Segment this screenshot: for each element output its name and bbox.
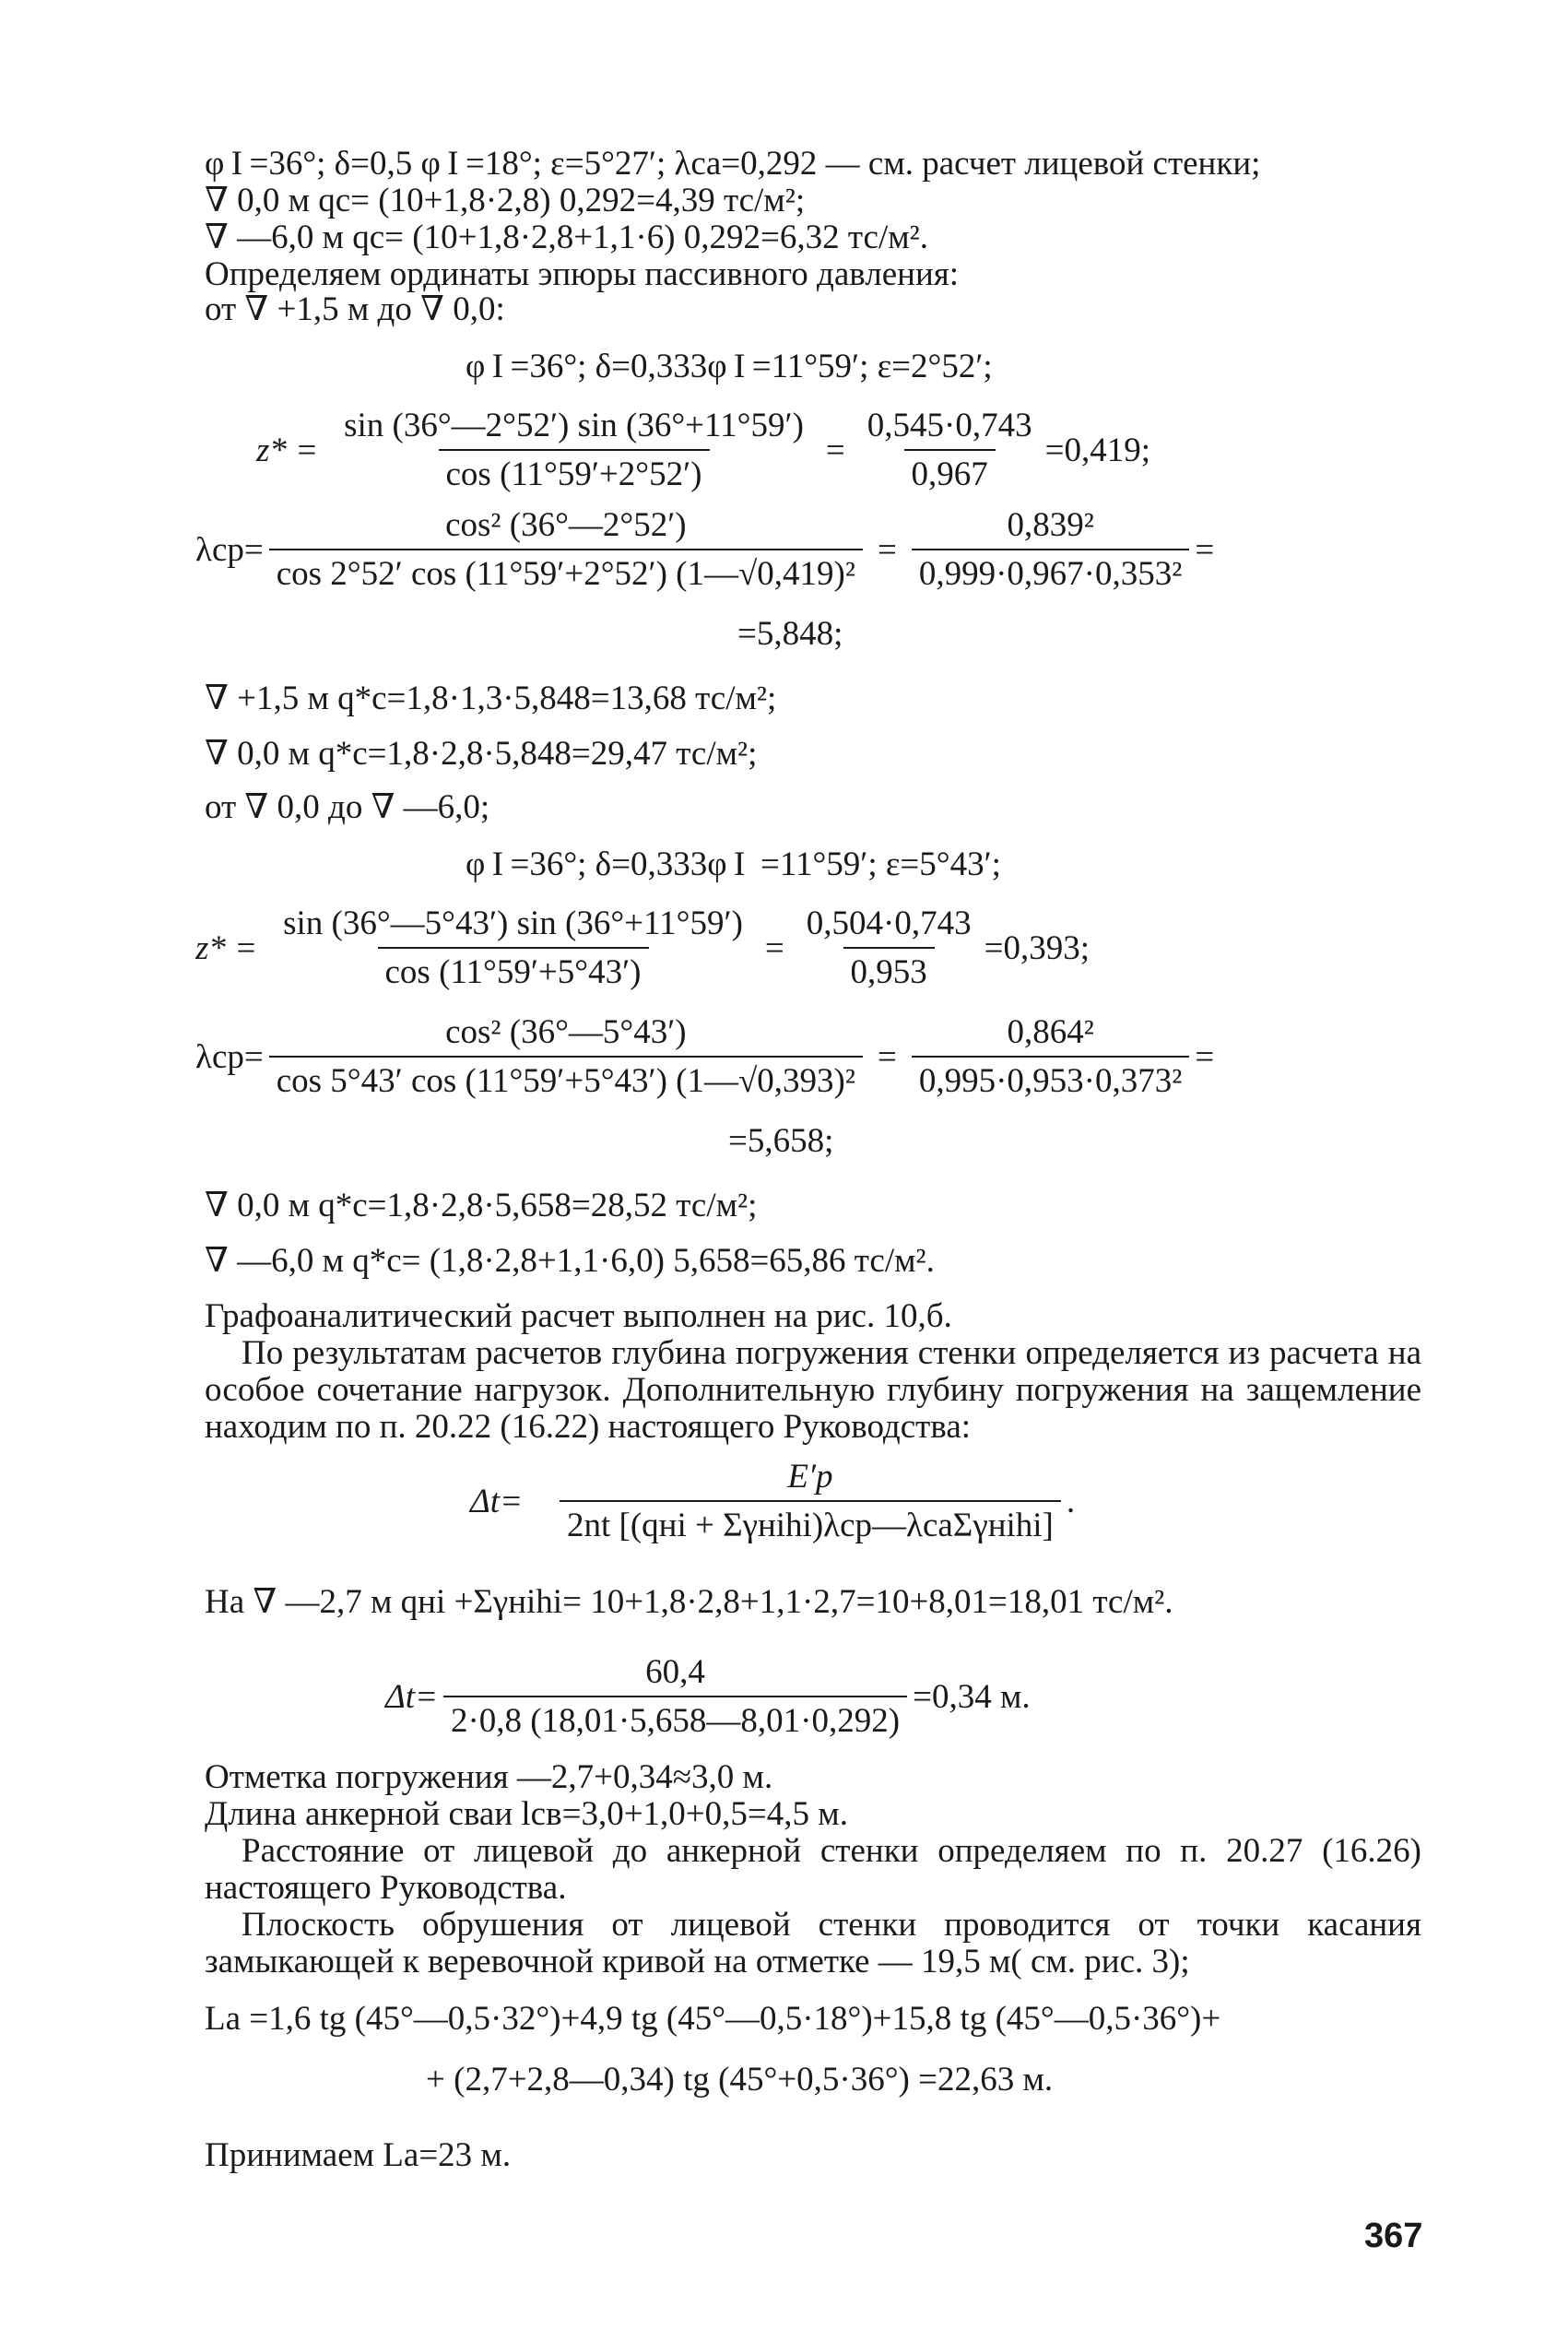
equation-lhs: Δt=	[385, 1677, 438, 1716]
paragraph: Плоскость обрушения от лицевой стенки проводится от точки касания замыкающей к веревочной кривой на отметке — 19,5 м( см. рис. 3);	[205, 1906, 1421, 1980]
text-line: Отметка погружения —2,7+0,34≈3,0 м.	[205, 1758, 773, 1796]
formula-line: + (2,7+2,8—0,34) tg (45°+0,5·36°) =22,63 м.	[426, 2061, 1054, 2099]
equation-z-star-1	[256, 406, 1150, 494]
fraction	[269, 505, 863, 594]
text-line: φ I =36°; δ=0,5 φ I =18°; ε=5°27′; λca=0,292 — см. расчет лицевой стенки;	[205, 145, 1261, 183]
text-line: ∇ —6,0 м q*c= (1,8·2,8+1,1·6,0) 5,658=65,86 тс/м².	[205, 1242, 935, 1280]
equation-rhs: =	[1195, 1037, 1215, 1076]
equation-rhs: =	[1195, 530, 1215, 569]
denominator: cos 2°52′ cos (11°59′+2°52′) (1—√0,419)²	[269, 549, 863, 594]
equation-lhs: Δt=	[470, 1482, 523, 1520]
fraction	[269, 1012, 863, 1101]
text-line: ∇ 0,0 м qc= (10+1,8·2,8) 0,292=4,39 тс/м²;	[205, 182, 806, 219]
equation-lhs: z* =	[256, 431, 319, 469]
numerator: cos² (36°—5°43′)	[445, 1013, 687, 1051]
text-line: ∇ 0,0 м q*c=1,8·2,8·5,658=28,52 тс/м²;	[205, 1187, 758, 1224]
text-line: от ∇ +1,5 м до ∇ 0,0:	[205, 290, 505, 328]
text-line: от ∇ 0,0 до ∇ —6,0;	[205, 788, 490, 826]
numerator: 60,4	[645, 1653, 705, 1691]
fraction	[860, 406, 1040, 494]
equation-rhs: .	[1066, 1482, 1076, 1520]
text-line: Определяем ординаты эпюры пассивного давления:	[205, 255, 960, 293]
equation-lhs: λcp=	[195, 530, 264, 569]
numerator: 0,864²	[1007, 1013, 1094, 1051]
text-line: ∇ —6,0 м qc= (10+1,8·2,8+1,1·6) 0,292=6,32 тс/м².	[205, 219, 929, 256]
paragraph: По результатам расчетов глубина погружения стенки определяется из расчета на особое сочетание нагрузок. Дополнительную глубину погружения на защемление находим по п. 20.22 (16.22) настоящего Руководства:	[205, 1334, 1421, 1446]
fraction	[912, 1012, 1190, 1101]
page-number: 367	[1364, 2217, 1423, 2255]
denominator: cos (11°59′+2°52′)	[439, 449, 710, 494]
equation-delta-t-numeric	[385, 1652, 1031, 1741]
fraction	[443, 1652, 907, 1741]
text-line: Графоаналитический расчет выполнен на рис. 10,б.	[205, 1297, 952, 1335]
equation-lhs: z* =	[195, 928, 258, 967]
denominator: 0,995·0,953·0,373²	[912, 1056, 1190, 1101]
numerator: 0,504·0,743	[806, 904, 972, 942]
numerator: cos² (36°—2°52′)	[445, 506, 687, 544]
equals-sign: =	[825, 431, 845, 469]
text-line: На ∇ —2,7 м qнi +Σγнihi= 10+1,8·2,8+1,1·2,7=10+8,01=18,01 тс/м².	[205, 1583, 1173, 1621]
equation-rhs: =0,34 м.	[913, 1677, 1031, 1716]
text-line: Принимаем Lа=23 м.	[205, 2136, 512, 2174]
numerator: E′p	[787, 1458, 833, 1496]
fraction	[336, 406, 811, 494]
numerator: sin (36°—5°43′) sin (36°+11°59′)	[283, 904, 743, 942]
equation-rhs: =0,393;	[984, 928, 1090, 967]
denominator: 2nt [(qнi + Σγнihi)λcp—λcaΣγнihi]	[560, 1500, 1061, 1545]
numerator: 0,545·0,743	[867, 407, 1032, 444]
paragraph: Расстояние от лицевой до анкерной стенки определяем по п. 20.27 (16.26) настоящего Руководства.	[205, 1832, 1421, 1907]
fraction	[799, 904, 979, 992]
equation-lambda-cp-2	[195, 1012, 1214, 1101]
fraction	[560, 1457, 1061, 1545]
formula-line: φ I =36°; δ=0,333φ I =11°59′; ε=5°43′;	[466, 845, 1001, 883]
equals-sign: =	[877, 1037, 897, 1076]
equation-lambda-cp-1	[195, 505, 1214, 594]
denominator: 0,999·0,967·0,353²	[912, 549, 1190, 594]
formula-result: =5,848;	[737, 615, 843, 653]
denominator: 0,953	[843, 947, 935, 992]
text-line: Длина анкерной сваи lсв=3,0+1,0+0,5=4,5 м.	[205, 1795, 848, 1833]
equation-lhs: λcp=	[195, 1037, 264, 1076]
fraction	[276, 904, 750, 992]
numerator: 0,839²	[1007, 506, 1094, 544]
denominator: cos 5°43′ cos (11°59′+5°43′) (1—√0,393)²	[269, 1056, 863, 1101]
equation-z-star-2	[195, 904, 1090, 992]
formula-result: =5,658;	[728, 1122, 834, 1160]
equation-delta-t-general	[470, 1457, 1075, 1545]
equals-sign: =	[877, 530, 897, 569]
formula-line: Lа =1,6 tg (45°—0,5·32°)+4,9 tg (45°—0,5·18°)+15,8 tg (45°—0,5·36°)+	[205, 2000, 1221, 2038]
denominator: 0,967	[904, 449, 996, 494]
equation-rhs: =0,419;	[1044, 431, 1150, 469]
fraction	[912, 505, 1190, 594]
formula-line: φ I =36°; δ=0,333φ I =11°59′; ε=2°52′;	[466, 348, 993, 385]
text-line: ∇ +1,5 м q*c=1,8·1,3·5,848=13,68 тс/м²;	[205, 680, 777, 717]
text-line: ∇ 0,0 м q*c=1,8·2,8·5,848=29,47 тс/м²;	[205, 735, 758, 773]
equals-sign: =	[764, 928, 784, 967]
denominator: 2·0,8 (18,01·5,658—8,01·0,292)	[443, 1696, 907, 1741]
numerator: sin (36°—2°52′) sin (36°+11°59′)	[344, 407, 804, 444]
denominator: cos (11°59′+5°43′)	[378, 947, 649, 992]
